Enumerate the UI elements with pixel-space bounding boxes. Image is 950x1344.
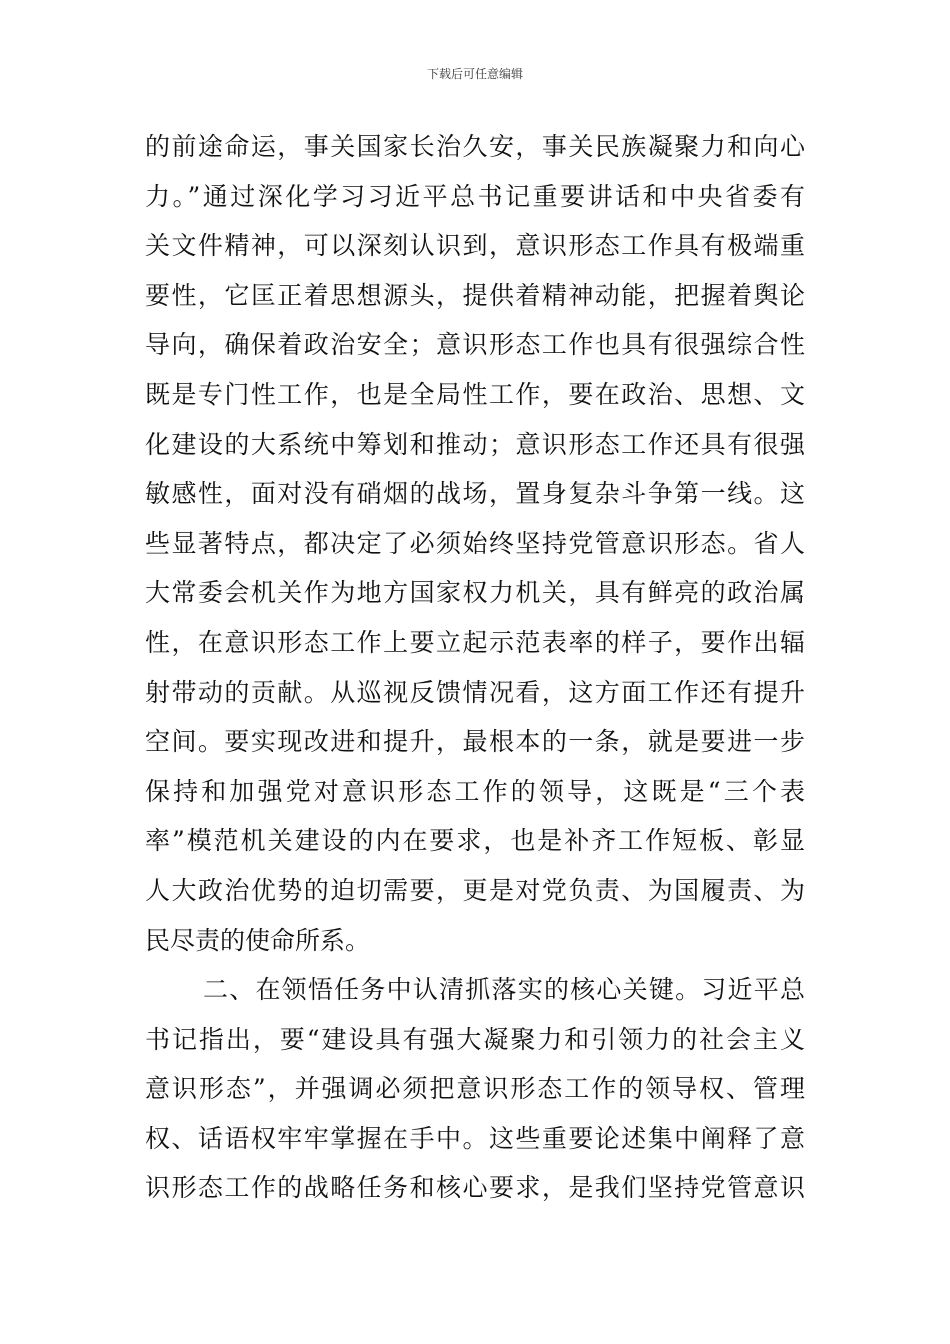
text-line: 人大政治优势的迫切需要，更是对党负责、为国履责、为 (145, 875, 805, 905)
text-line: 既是专门性工作，也是全局性工作，要在政治、思想、文 (145, 379, 805, 409)
text-line: 识形态工作的战略任务和核心要求，是我们坚持党管意识 (145, 1173, 805, 1203)
text-line: 力。”通过深化学习习近平总书记重要讲话和中央省委有 (145, 181, 805, 211)
text-line: 空间。要实现改进和提升，最根本的一条，就是要进一步 (145, 727, 805, 757)
body-text (145, 122, 805, 1213)
text-line: 权、话语权牢牢掌握在手中。这些重要论述集中阐释了意 (145, 1123, 805, 1153)
text-line: 导向，确保着政治安全；意识形态工作也具有很强综合性 (145, 330, 805, 360)
paragraph-end-line: 民尽责的使命所系。 (145, 925, 371, 955)
page-header: 下载后可任意编辑 (426, 67, 523, 81)
text-line: 关文件精神，可以深刻认识到，意识形态工作具有极端重 (145, 231, 805, 261)
text-line: 大常委会机关作为地方国家权力机关，具有鲜亮的政治属 (145, 578, 805, 608)
text-line: 化建设的大系统中筹划和推动；意识形态工作还具有很强 (145, 429, 805, 459)
text-line: 保持和加强党对意识形态工作的领导，这既是“三个表 (145, 776, 805, 806)
text-line: 的前途命运，事关国家长治久安，事关民族凝聚力和向心 (145, 132, 805, 161)
text-line: 射带动的贡献。从巡视反馈情况看，这方面工作还有提升 (145, 677, 805, 707)
text-line: 书记指出，要“建设具有强大凝聚力和引领力的社会主义 (145, 1024, 805, 1054)
text-line: 敏感性，面对没有硝烟的战场，置身复杂斗争第一线。这 (145, 479, 805, 509)
text-line: 要性，它匡正着思想源头，提供着精神动能，把握着舆论 (145, 280, 805, 310)
section-heading-line: 二、在领悟任务中认清抓落实的核心关键。习近平总 (203, 975, 805, 1005)
text-line: 些显著特点，都决定了必须始终坚持党管意识形态。省人 (145, 528, 805, 558)
text-line: 率”模范机关建设的内在要求，也是补齐工作短板、彰显 (145, 826, 805, 856)
text-line: 性，在意识形态工作上要立起示范表率的样子，要作出辐 (145, 627, 805, 657)
text-line: 意识形态”，并强调必须把意识形态工作的领导权、管理 (145, 1074, 805, 1104)
